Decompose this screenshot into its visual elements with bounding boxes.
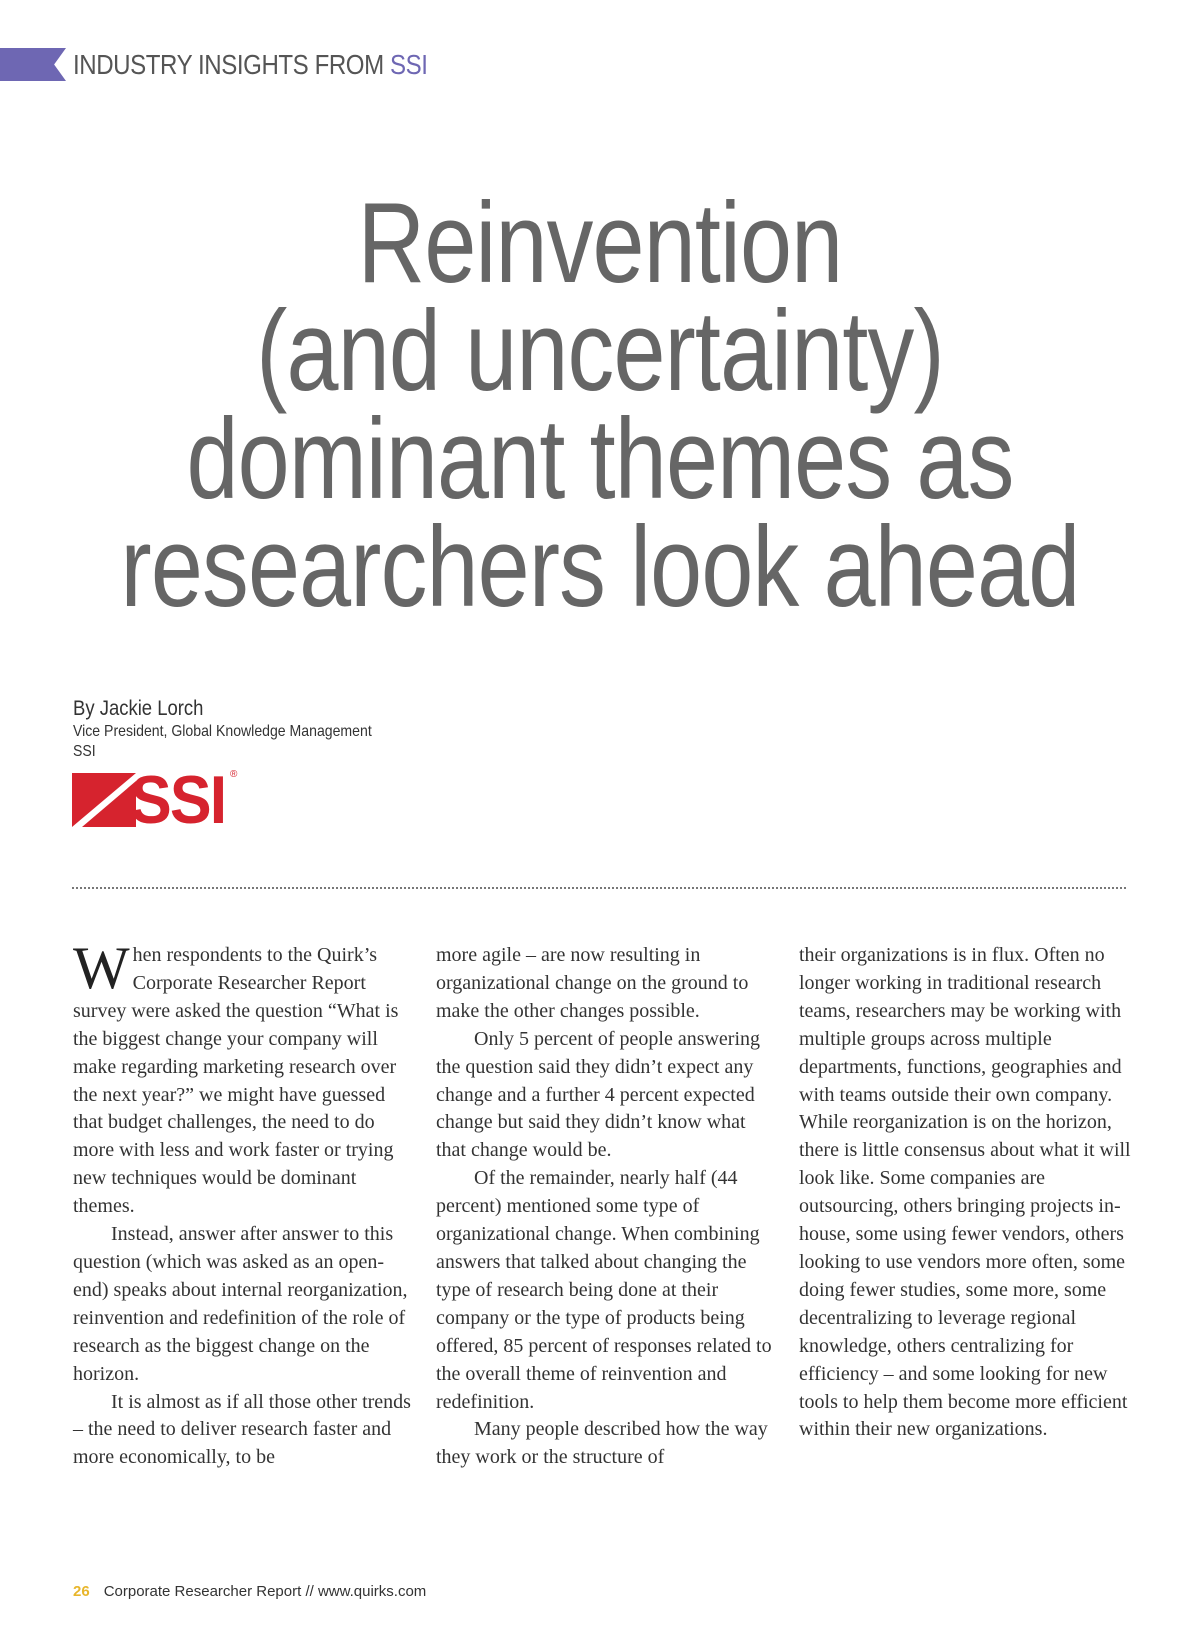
publication-info: Corporate Researcher Report // www.quirks.com bbox=[103, 1583, 427, 1600]
headline-line-4: researchers look ahead bbox=[120, 504, 1080, 631]
drop-cap: W bbox=[73, 935, 130, 1001]
page-footer bbox=[73, 1583, 426, 1600]
page-number: 26 bbox=[73, 1583, 90, 1600]
article-column-2 bbox=[436, 942, 776, 1472]
paragraph bbox=[73, 935, 413, 1221]
paragraph: Only 5 percent of people answering the question said they didn’t expect any change and a further 4 percent expected change but said they didn’t know what that change would be. bbox=[436, 1027, 761, 1162]
paragraph: Instead, answer after answer to this question (which was asked as an open-end) speaks about internal reorganization, reinvention and redefinition of the role of research as the biggest change on the horizon. bbox=[73, 1223, 408, 1385]
ssi-logo bbox=[72, 762, 242, 838]
headline-line-1: Reinvention bbox=[357, 180, 843, 307]
ssi-logo-text: SSI bbox=[130, 762, 226, 838]
section-label-text: INDUSTRY INSIGHTS FROM bbox=[73, 49, 391, 80]
paragraph-text: hen respondents to the Quirk’s Corporate Researcher Report survey were asked the question “What is the biggest change your company will make regarding marketing research over the next year?” we might have guessed that budget challenges, the need to do more with less and work faster or trying new techniques would be dominant themes. bbox=[73, 944, 399, 1218]
author-name: By Jackie Lorch bbox=[73, 697, 204, 720]
article-headline bbox=[0, 180, 1200, 631]
headline-line-2: (and uncertainty) bbox=[256, 288, 944, 415]
headline-line-3: dominant themes as bbox=[186, 396, 1014, 523]
author-role: Vice President, Global Knowledge Management bbox=[73, 723, 372, 740]
section-tab-marker bbox=[0, 48, 66, 81]
article-column-1 bbox=[73, 935, 413, 1472]
ssi-logo-mark-icon bbox=[72, 773, 136, 827]
registered-mark: ® bbox=[230, 769, 238, 780]
paragraph: Of the remainder, nearly half (44 percent) mentioned some type of organizational change. When combining answers that talked about changing the type of research being done at their company or the type of products being offered, 85 percent of responses related to the overall theme of reinvention and redefinition. bbox=[436, 1167, 772, 1413]
section-label-brand: SSI bbox=[390, 49, 428, 80]
article-column-3 bbox=[799, 942, 1139, 1444]
author-company: SSI bbox=[73, 743, 96, 760]
paragraph: Many people described how the way they work or the structure of bbox=[436, 1418, 768, 1469]
section-label bbox=[73, 49, 428, 81]
paragraph: their organizations is in flux. Often no longer working in traditional research teams, researchers may be working with multiple groups across multiple departments, functions, geographies and with teams outside their own company. While reorganization is on the horizon, there is little consensus about what it will look like. Some companies are outsourcing, others bringing projects in-house, some using fewer vendors, others looking to use vendors more often, some doing fewer studies, some more, some decentralizing to leverage regional knowledge, others centralizing for efficiency – and some looking for new tools to help them become more efficient within their new organizations. bbox=[799, 944, 1131, 1441]
paragraph: It is almost as if all those other trends – the need to deliver research faster and more economically, to be bbox=[73, 1390, 411, 1469]
dotted-divider bbox=[72, 887, 1126, 889]
byline bbox=[73, 697, 412, 761]
paragraph: more agile – are now resulting in organizational change on the ground to make the other changes possible. bbox=[436, 944, 749, 1022]
